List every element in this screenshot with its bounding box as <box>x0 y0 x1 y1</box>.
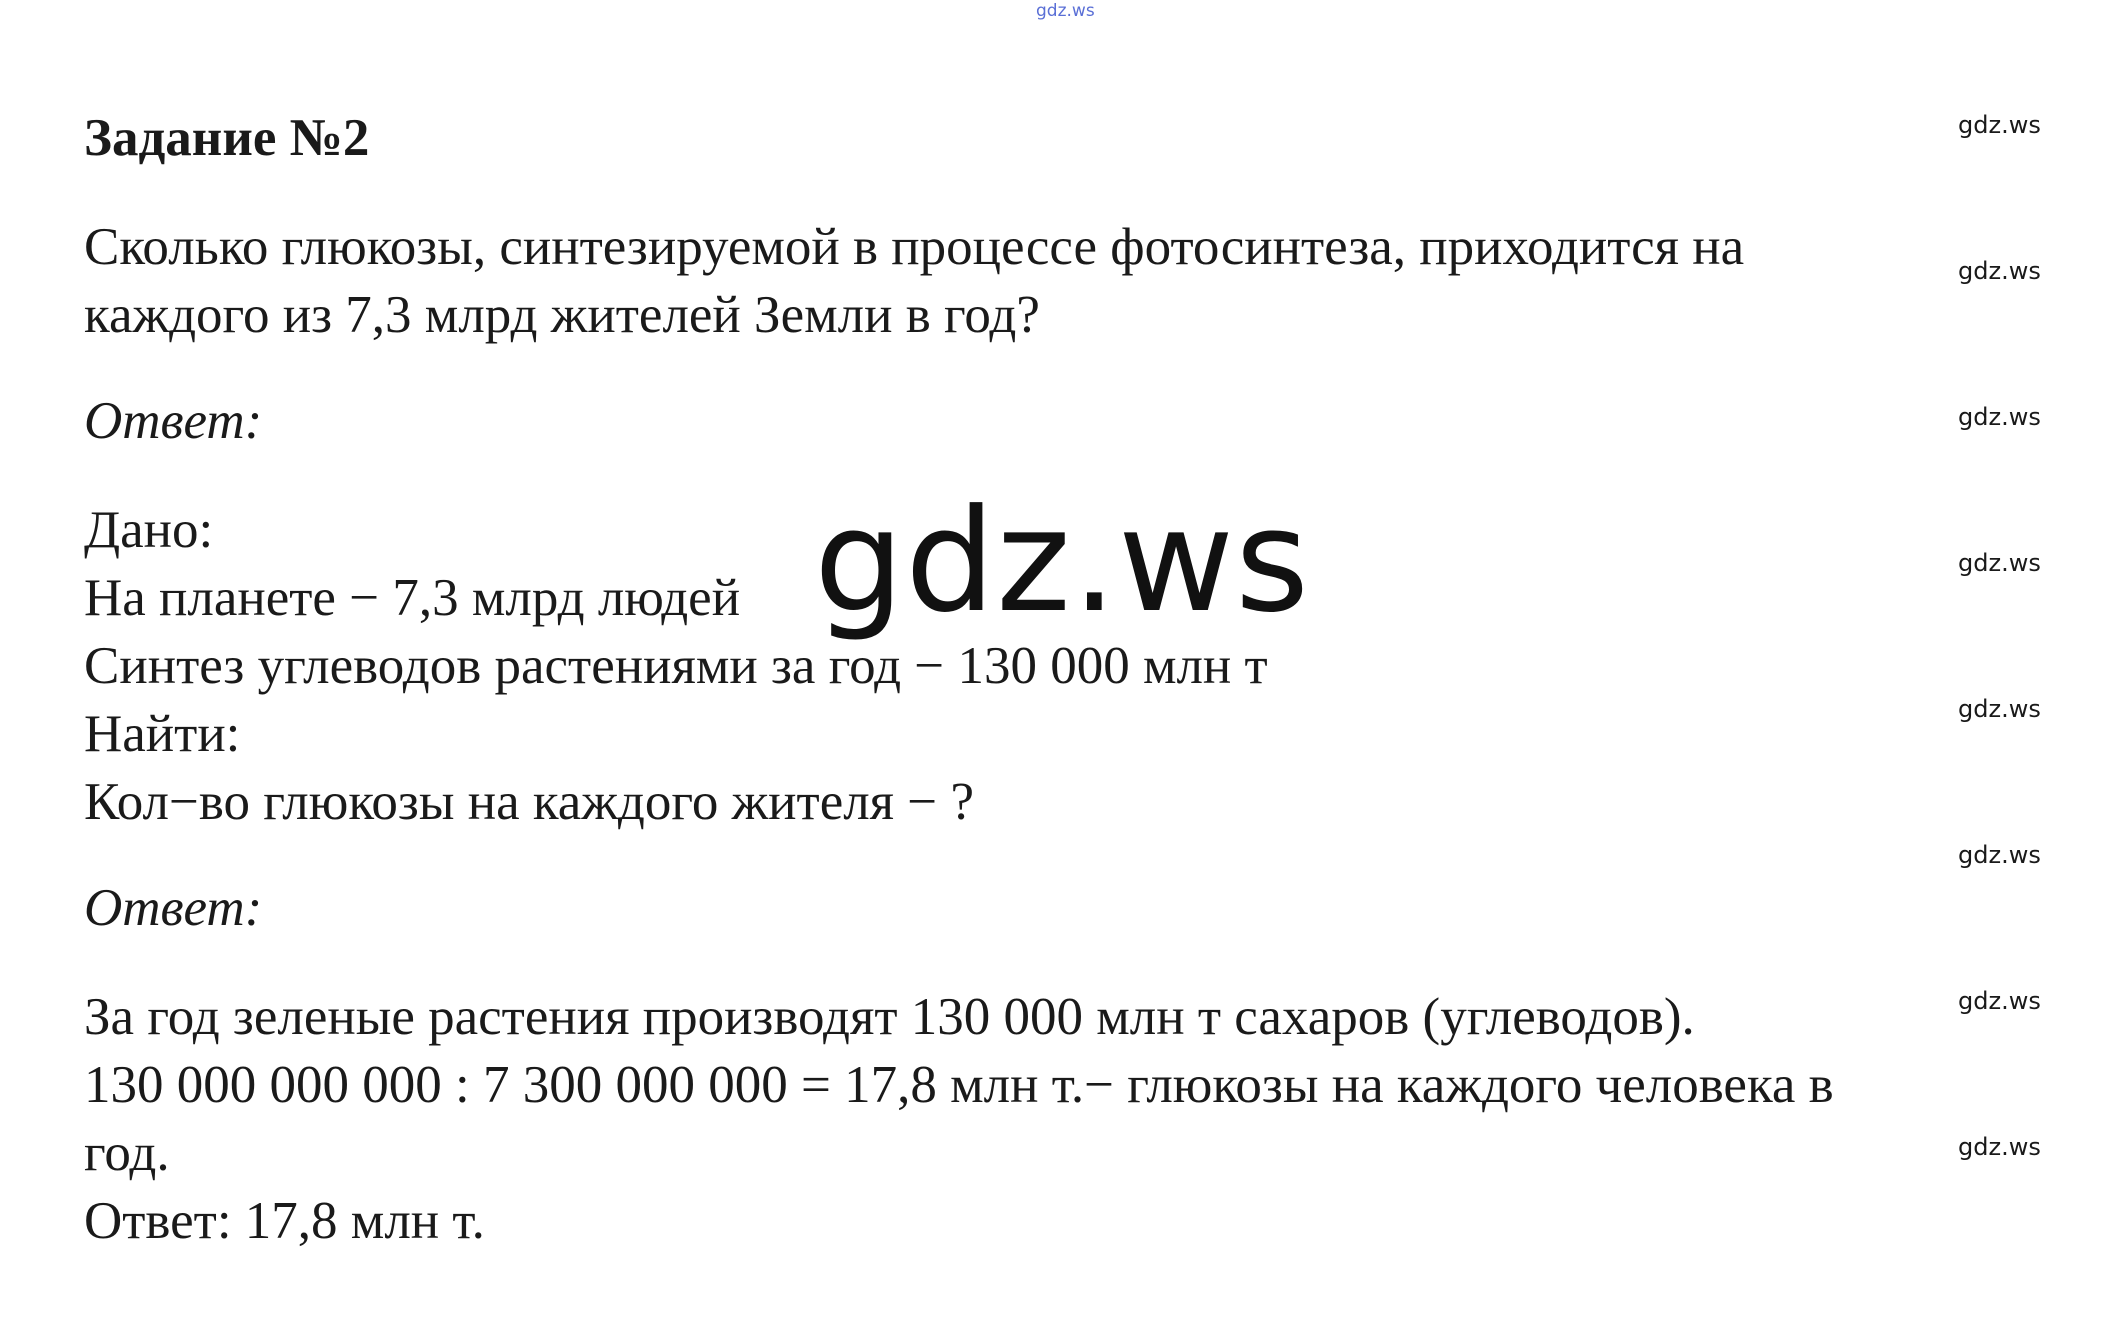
solution-line-1: За год зеленые растения производят 130 000 млн т сахаров (углеводов). <box>84 988 1695 1046</box>
given-label: Дано: <box>84 501 214 559</box>
solution-line-2: 130 000 000 000 : 7 300 000 000 = 17,8 млн т.− глюкозы на каждого человека в <box>84 1056 1834 1114</box>
solution-line-3: год. <box>84 1124 170 1182</box>
solution-line-4: Ответ: 17,8 млн т. <box>84 1192 485 1250</box>
find-line: Кол−во глюкозы на каждого жителя − ? <box>84 773 974 831</box>
watermark-margin-5: gdz.ws <box>1958 695 2041 723</box>
watermark-margin-1: gdz.ws <box>1958 111 2041 139</box>
given-line-2: Синтез углеводов растениями за год − 130 000 млн т <box>84 637 1268 695</box>
task-title: Задание №2 <box>84 109 370 167</box>
answer-label-2: Ответ: <box>84 879 263 937</box>
watermark-margin-8: gdz.ws <box>1958 1133 2041 1161</box>
watermark-top: gdz.ws <box>1036 1 1095 21</box>
watermark-margin-7: gdz.ws <box>1958 987 2041 1015</box>
watermark-margin-4: gdz.ws <box>1958 549 2041 577</box>
watermark-margin-3: gdz.ws <box>1958 403 2041 431</box>
watermark-margin-2: gdz.ws <box>1958 257 2041 285</box>
question-line-2: каждого из 7,3 млрд жителей Земли в год? <box>84 286 1040 344</box>
watermark-center: gdz.ws <box>814 479 1311 644</box>
watermark-margin-6: gdz.ws <box>1958 841 2041 869</box>
answer-label-1: Ответ: <box>84 392 263 450</box>
given-line-1: На планете − 7,3 млрд людей <box>84 569 741 627</box>
find-label: Найти: <box>84 705 241 763</box>
question-line-1: Сколько глюкозы, синтезируемой в процессе фотосинтеза, приходится на <box>84 218 1745 276</box>
